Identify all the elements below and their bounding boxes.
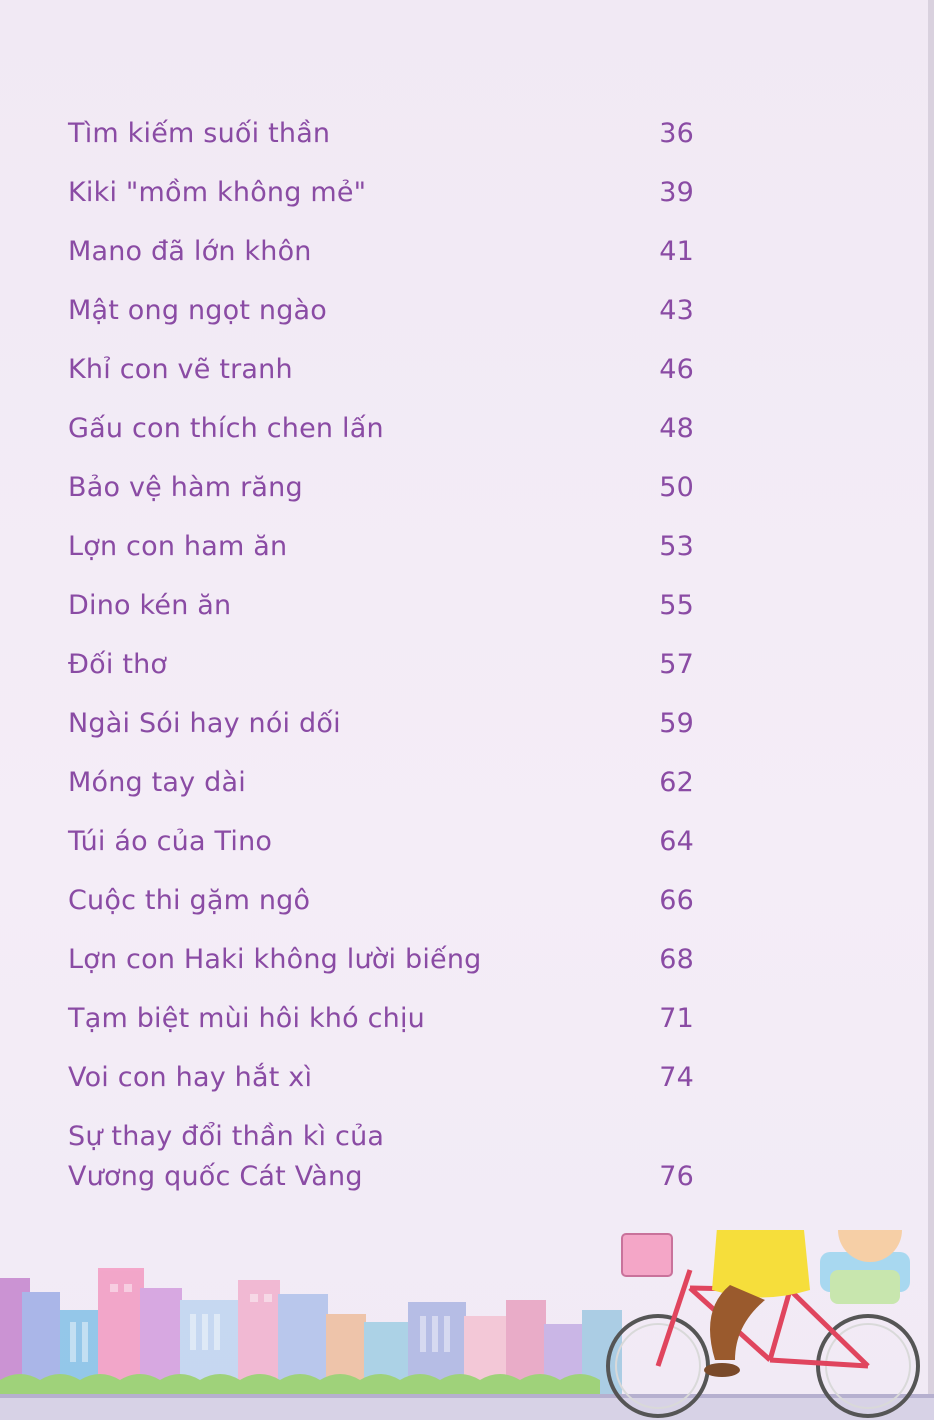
toc-entry-title: Bảo vệ hàm răng: [68, 472, 303, 503]
toc-entry-title: Mano đã lớn khôn: [68, 236, 312, 267]
toc-entry-title: Khỉ con vẽ tranh: [68, 354, 293, 385]
toc-entry-page: 53: [659, 531, 694, 562]
toc-entry-page: 48: [659, 413, 694, 444]
toc-entry-title: Dino kén ăn: [68, 590, 232, 621]
toc-entry-title: Móng tay dài: [68, 767, 246, 798]
toc-entry-title: Túi áo của Tino: [68, 826, 273, 857]
child-figure: [820, 1230, 910, 1304]
toc-entry-page: 57: [659, 649, 694, 680]
toc-entry-page: 55: [659, 590, 694, 621]
toc-entry-page: 76: [659, 1161, 694, 1192]
toc-entry-title: Cuộc thi gặm ngô: [68, 885, 311, 916]
road: [0, 1396, 934, 1420]
toc-entry-title: Ngài Sói hay nói dối: [68, 708, 341, 739]
toc-entry-page: 62: [659, 767, 694, 798]
toc-entry-title: Voi con hay hắt xì: [68, 1062, 313, 1093]
toc-entry-title: Gấu con thích chen lấn: [68, 413, 384, 444]
toc-entry-title: Lợn con ham ăn: [68, 531, 288, 562]
toc-entry-title: Đối thơ: [68, 649, 168, 680]
city-bicycle-illustration: [0, 1230, 934, 1420]
toc-entry-page: 41: [659, 236, 694, 267]
toc-entry-page: 36: [659, 118, 694, 149]
toc-entry-page: 66: [659, 885, 694, 916]
page-edge: [928, 0, 934, 1420]
toc-entry-page: 43: [659, 295, 694, 326]
toc-entry-title: Sự thay đổi thần kì của: [68, 1121, 385, 1152]
father-figure: [704, 1230, 810, 1377]
toc-entry-page: 46: [659, 354, 694, 385]
toc-entry-page: 39: [659, 177, 694, 208]
toc-entry-page: 64: [659, 826, 694, 857]
toc-entry-page: 74: [659, 1062, 694, 1093]
toc-entry: [68, 1121, 694, 1201]
basket: [622, 1234, 672, 1276]
toc-entry-page: 59: [659, 708, 694, 739]
toc-entry-title: Lợn con Haki không lười biếng: [68, 944, 482, 975]
toc-entry-title: Kiki "mồm không mẻ": [68, 177, 367, 208]
toc-entry-page: 50: [659, 472, 694, 503]
toc-entry-page: 71: [659, 1003, 694, 1034]
toc-entry-title: Mật ong ngọt ngào: [68, 295, 328, 326]
toc-entry-title-line2: Vương quốc Cát Vàng: [68, 1161, 363, 1192]
toc-entry-page: 68: [659, 944, 694, 975]
toc-entry-title: Tìm kiếm suối thần: [68, 118, 331, 149]
toc-entry-title: Tạm biệt mùi hôi khó chịu: [68, 1003, 425, 1034]
